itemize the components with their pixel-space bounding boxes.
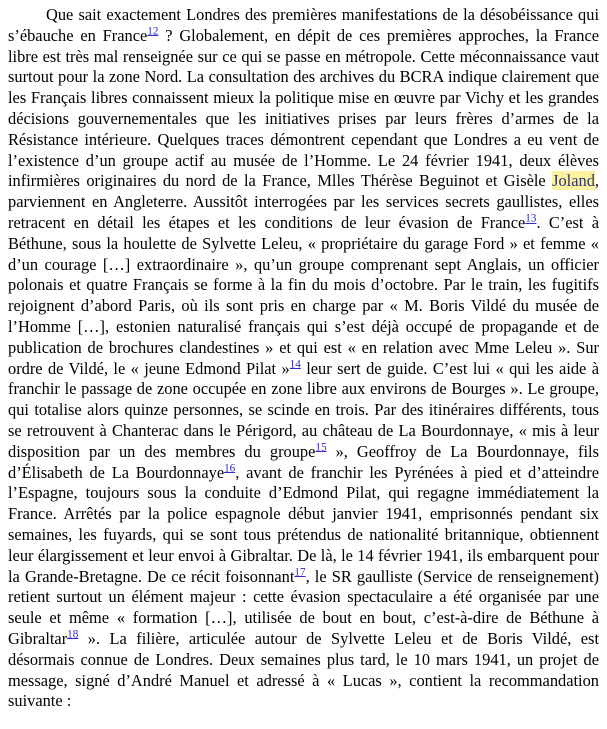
text-segment: , avant de franchir les Pyrénées à pied et d’atteindre l’Espagne, toujours sous la conduite d’Edmond Pilat, qui regagne immédiatement la France. Arrêtés par la police espagnole début janvier 1941, emprisonnés pendant six semaines, les fuyards, qui se sont tous prétendus de nationalité britannique, obtiennent leur élargissement et leur envoi à Gibraltar. De là, le 14 février 1941, ils embarquent pour la Grande-Bretagne. De ce récit foisonnant bbox=[8, 462, 599, 586]
text-segment: , parviennent en Angleterre. Aussitôt interrogées par les services secrets gaullistes, elles retracent en détail les étapes et les conditions de leur évasion de France bbox=[8, 171, 599, 232]
search-highlight-joland: Joland bbox=[552, 171, 595, 191]
text-segment: leur sert de guide. C’est lui « qui les aide à franchir le passage de zone occupée en zone libre aux environs de Bourges ». Le groupe, qui totalise alors quinze personnes, se scinde en trois. Par des itinéraires différents, tous se retrouvent à Chanterac dans le Périgord, au château de La Bourdonnaye, « mis à leur disposition par un des membres du groupe bbox=[8, 358, 599, 461]
footnote-ref-15[interactable]: 15 bbox=[315, 441, 327, 454]
body-paragraph bbox=[8, 5, 599, 712]
text-segment: . C’est à Béthune, sous la houlette de Sylvette Leleu, « propriétaire du garage Ford » et femme « d’un courage […] extraordinaire », qu’un groupe comprenant sept Anglais, un officier polonais et quatre Français se forme à la fin du mois d’octobre. Par le train, les fugitifs rejoignent d’abord Paris, où ils sont pris en charge par « M. Boris Vildé du musée de l’Homme […], estonien naturalisé français qui s’est déjà occupé de propagande et de publication de brochures clandestines » et qui est « en relation avec Mme Leleu ». Sur ordre de Vildé, le « jeune Edmond Pilat » bbox=[8, 212, 599, 378]
text-segment: ». La filière, articulée autour de Sylvette Leleu et de Boris Vildé, est désormais connue de Londres. Deux semaines plus tard, le 10 mars 1941, un projet de message, signé d’André Manuel et adressé à « Lucas », contient la recommandation suivante : bbox=[8, 628, 599, 711]
footnote-ref-16[interactable]: 16 bbox=[224, 462, 236, 475]
footnote-ref-13[interactable]: 13 bbox=[525, 212, 537, 225]
footnote-ref-18[interactable]: 18 bbox=[67, 628, 79, 641]
text-segment: Que sait exactement Londres des premières manifestations de la désobéissance qui s’ébauche en France bbox=[8, 5, 599, 45]
text-segment: », Geoffroy de La Bourdonnaye, fils d’Élisabeth de La Bourdonnaye bbox=[8, 441, 599, 482]
footnote-ref-17[interactable]: 17 bbox=[294, 566, 306, 579]
text-segment: ? Globalement, en dépit de ces premières approches, la France libre est très mal renseignée sur ce qui se passe en métropole. Cette méconnaissance vaut surtout pour la zone Nord. La consultation des archives du BCRA indique clairement que les Français libres connaissent mieux la politique mise en œuvre par Vichy et les grandes décisions gouvernementales que les initiatives prises par leurs frères d’armes de la Résistance intérieure. Quelques traces démontrent cependant que Londres a eu vent de l’existence d’un groupe actif au musée de l’Homme. Le 24 février 1941, deux élèves infirmières originaires du nord de la France, Mlles Thérèse Beguinot et Gisèle bbox=[8, 25, 599, 191]
footnote-ref-12[interactable]: 12 bbox=[147, 25, 159, 38]
text-segment: , le SR gaulliste (Service de renseignement) retient surtout un élément majeur : cette évasion spectaculaire a été organisée par une seule et même « formation […], utilisée de bout en bout, c’est-à-dire de Béthune à Gibraltar bbox=[8, 566, 599, 648]
footnote-ref-14[interactable]: 14 bbox=[289, 358, 301, 371]
